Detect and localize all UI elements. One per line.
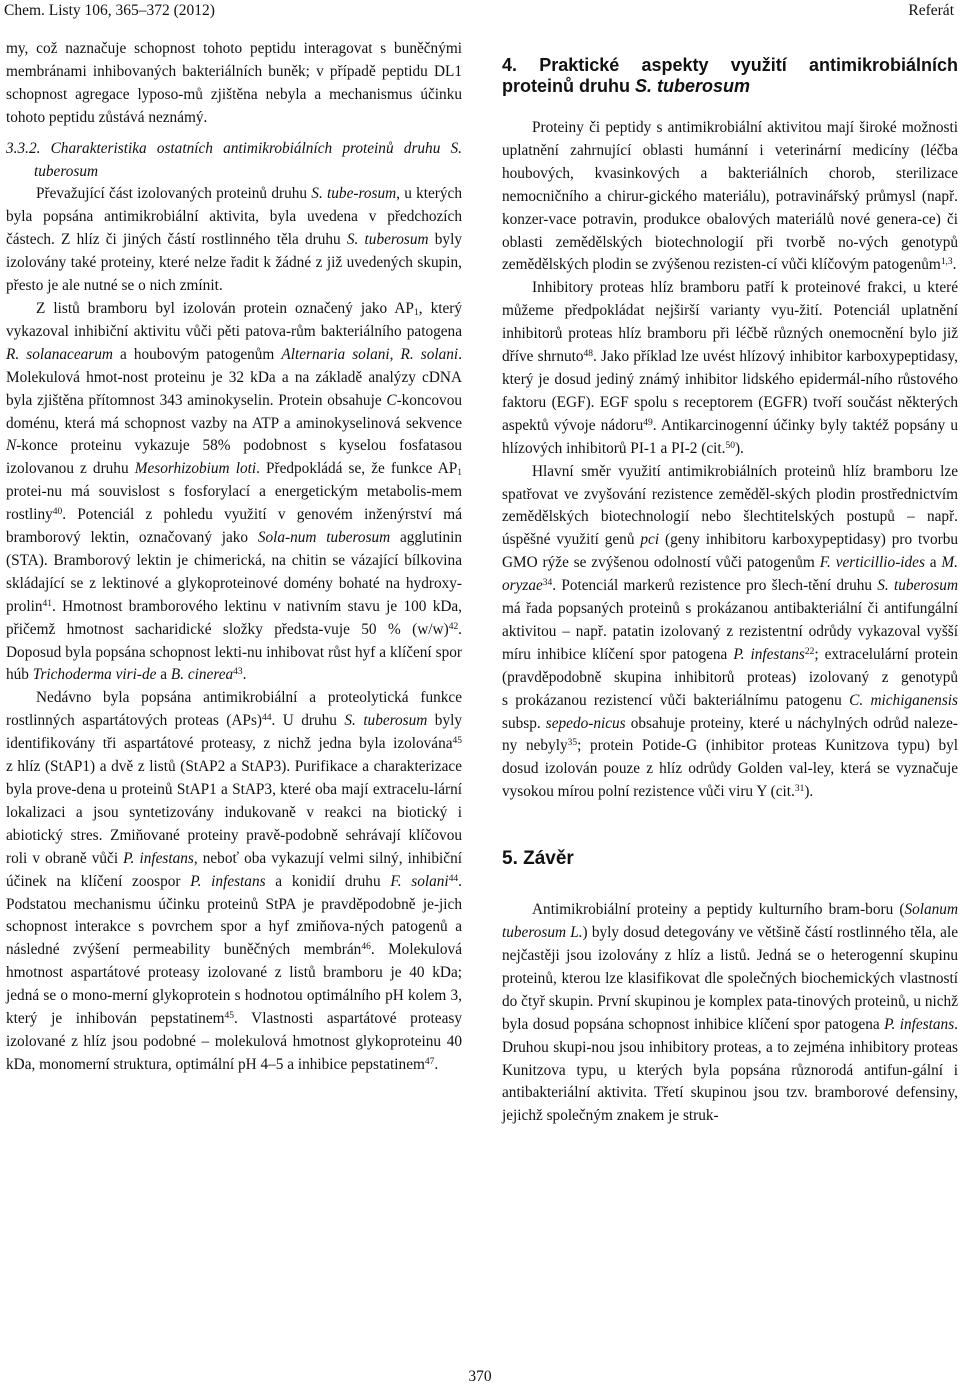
right-column xyxy=(502,38,958,1128)
subsection-heading: 3.3.2. Charakteristika ostatních antimikrobiálních proteinů druhu S. tuberosum xyxy=(6,139,462,180)
spacer xyxy=(6,130,462,138)
paragraph: Proteiny či peptidy s antimikrobiální aktivitou mají široké možnosti uplatnění zahrnující oblasti humánní i veterinární medicíny (léčba houbových, kvasinkových a bakteriálních chorob, sterilizace nemocničního a chirur-gického materiálu), potravinářský průmysl (např. konzer-vace potravin, produkce obalových materiálů nové genera-ce) či oblasti zemědělských biotechnologií při tvorbě no-vých genotypů zemědělských plodin se zvýšenou rezisten-cí vůči klíčovým patogenům$^{1,3}$. xyxy=(502,119,958,274)
paragraph: Převažující část izolovaných proteinů druhu S. tube-rosum, u kterých byla popsána antimikrobiální aktivita, byla uvedena v předchozích částech. Z hlíz či jiných částí rostlinného těla druhu S. tuberosum byly izolovány také proteiny, které nelze řadit k žádné z již uvedených skupin, přesto je ale nutné se o nich zmínit. xyxy=(6,185,462,295)
paragraph: Z listů bramboru byl izolován protein označený jako $AP_1$, který vykazoval inhibiční aktivitu vůči pěti patova-rům bakteriálního patogena R. solanacearum a houbovým patogenům Alternaria solani, R. solani. Molekulová hmot-nost proteinu je 32 kDa a na základě analýzy cDNA byla zjištěna přítomnost 343 aminokyselin. Protein obsahuje C-koncovou doménu, která má schopnost vazby na ATP a aminokyselinová sekvence N-konce proteinu vykazuje 58% podobnost s kyselou fosfatasou izolovanou z druhu Mesorhizobium loti. Předpokládá se, že funkce $AP_1$ protei-nu má souvislost s fosforylací a energetickým metabolis-mem rostliny$^{40}$. Potenciál z pohledu využití v genovém inženýrství má bramborový lektin, označovaný jako Sola-num tuberosum agglutinin (STA). Bramborový lektin je chimerická, na chitin se vázající bílkovina skládající se z lektinové a glykoproteinové domény bohaté na hydroxy-prolin$^{41}$. Hmotnost bramborového lektinu v nativním stavu je 100 kDa, přičemž hmotnost sacharidické složky předsta-vuje 50 % $(w/w)^{42}$. Doposud byla popsána schopnost lekti-nu inhibovat růst hyf a klíčení spor húb Trichoderma viri-de a B. cinerea$^{43}$. xyxy=(6,299,463,684)
page-number: 370 xyxy=(468,1368,492,1385)
left-column xyxy=(6,38,462,1077)
journal-citation: Chem. Listy 106, 365–372 (2012) xyxy=(4,2,215,19)
paragraph: Inhibitory proteas hlíz bramboru patří k proteinové frakci, u které můžeme předpokládat nejširší varianty vyu-žití. Potenciál uplatnění inhibitorů proteas hlíz bramboru při léčbě různých onemocnění bylo již dříve shrnuto$^{48}$. Jako příklad lze uvést hlízový inhibitor karboxypeptidasy, který je dosud jediný známý inhibitor lidského epidermál-ního růstového faktoru (EGF). EGF spolu s receptorem (EGFR) tvoří součást některých aspektů vývoje nádoru$^{49}$. Antikarcinogenní účinky byly taktéž popsány u hlízových inhibitorů PI-1 a PI-2 (cit.$^{50}$). xyxy=(502,279,958,457)
section-heading: 5. Závěr xyxy=(502,848,574,870)
paragraph: Antimikrobiální proteiny a peptidy kulturního bram-boru (Solanum tuberosum L.) byly dosud detegovány ve většině částí rostlinného těla, ale nejčastěji jsou izolovány z hlíz a listů. Jedná se o heterogenní skupinu proteinů, kterou lze klasifikovat dle společných biochemických vlastností do čtyř skupin. První skupinou je komplex pata-tinových proteinů, u nichž byla dosud popsána schopnost inhibice klíčení spor patogena P. infestans. Druhou skupi-nou jsou inhibitory proteas, a to zejména inhibitory proteas Kunitzova typu, u kterých byla popsána různorodá antifun-gální i antibakteriální aktivita. Třetí skupinou jsou tzv. bramborové defensiny, jejichž společným znakem je struk- xyxy=(502,901,958,1125)
section-heading: 4. Praktické aspekty využití antimikrobiálních proteinů druhu S. tuberosum xyxy=(502,55,958,96)
article-type: Referát xyxy=(908,2,954,19)
paragraph: my, což naznačuje schopnost tohoto peptidu interagovat s buněčnými membránami inhibovaných bakteriálních buněk; v případě peptidu DL1 schopnost agregace lyposo-mů zjištěna nebyla a mechanismus účinku tohoto peptidu zůstává neznámý. xyxy=(6,40,462,126)
paragraph: Hlavní směr využití antimikrobiálních proteinů hlíz bramboru lze spatřovat ve zvyšování rezistence zeměděl-ských plodin prostřednictvím zemědělských biotechnologií nebo šlechtitelských postupů – např. úspěšné využití genů pci (geny inhibitoru karboxypeptidasy) pro tvorbu GMO rýže se zvýšenou odolností vůči patogenům F. verticillio-ides a M. oryzae$^{34}$. Potenciál markerů rezistence pro šlech-tění druhu S. tuberosum má řada popsaných proteinů s prokázanou antibakteriální či antifungální aktivitou – např. patatin izolovaný z rezistentní odrůdy vykazoval vyšší míru inhibice klíčení spor patogena P. infestans$^{22}$; extracelulární protein (pravděpodobně skupina inhibitorů proteas) izolovaný z genotypů s prokázanou rezistencí vůči bakteriálnímu patogenu C. michiganensis subsp. sepedo-nicus obsahuje proteiny, které u náchylných odrůd naleze-ny nebyly$^{35}$; protein Potide-G (inhibitor proteas Kunitzova typu) byl dosud izolován pouze z hlíz odrůdy Golden val-ley, která se vyznačuje vysokou mírou polní rezistence vůči viru Y (cit.$^{31}$). xyxy=(502,462,958,801)
running-header xyxy=(4,0,956,22)
paragraph: Nedávno byla popsána antimikrobiální a proteolytická funkce rostlinných aspartátových proteas (APs)$^{44}$. U druhu S. tuberosum byly identifikovány tři aspartátové proteasy, z nichž jedna byla izolována$^{45}$ z hlíz (StAP1) a dvě z listů (StAP2 a StAP3). Purifikace a charakterizace byla prove-dena u proteinů StAP1 a StAP3, které oba mají extracelu-lární lokalizaci a jsou syntetizovány indukovaně v reakci na biotický i abiotický stres. Zmiňované proteiny pravě-podobně sehrávají klíčovou roli v obraně vůči P. infestans, neboť oba vykazují velmi silný, inhibiční účinek na klíčení zoospor P. infestans a konidií druhu F. solani$^{44}$. Podstatou mechanismu účinku proteinů StPA je pravděpodobně je-jich schopnost interakce s povrchem spor a hyf zmiňova-ných patogenů a následné zvýšení permeability buněčných membrán$^{46}$. Molekulová hmotnost aspartátové proteasy izolované z listů bramboru je 40 kDa; jedná se o mono-merní glykoprotein s hodnotou optimálního pH kolem 3, který je inhibován pepstatinem$^{45}$. Vlastnosti aspartátové proteasy izolované z hlíz jsou podobné – molekulová hmotnost glykoproteinu 40 kDa, monomerní struktura, optimální pH 4–5 a inhibice pepstatinem$^{47}$. xyxy=(6,689,462,1073)
